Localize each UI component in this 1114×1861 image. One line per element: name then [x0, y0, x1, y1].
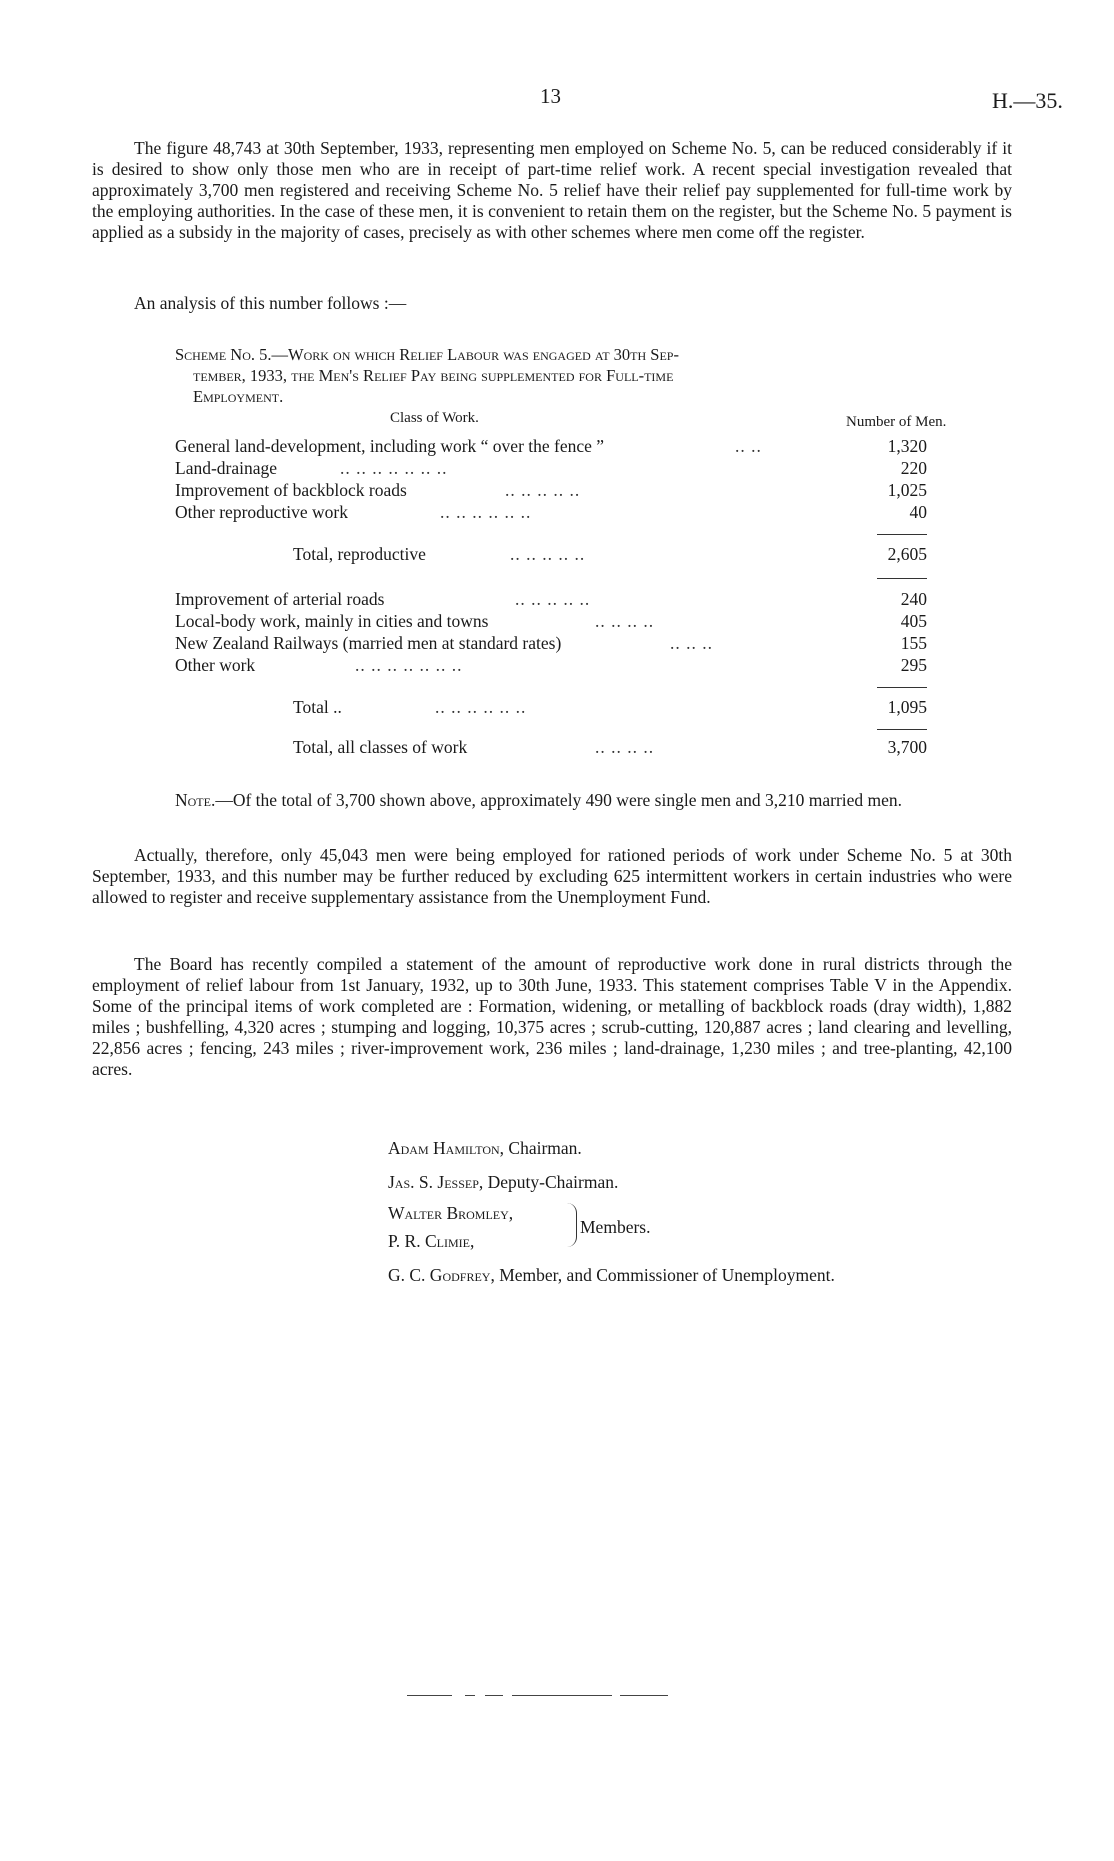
document-code: H.—35. [992, 88, 1063, 113]
note-text: —Of the total of 3,700 shown above, approximately 490 were single men and 3,210 married men. [215, 790, 903, 810]
table-row [175, 655, 935, 677]
row-leader-dots: .. .. .. .. .. [505, 480, 581, 500]
paragraph-scheme-figure [92, 138, 1012, 243]
row-value: 240 [900, 589, 927, 609]
page-number: 13 [540, 84, 561, 108]
table-row [175, 502, 935, 524]
paragraph-text: The figure 48,743 at 30th September, 1933, representing men employed on Scheme No. 5, can be reduced considerably if it is desired to show only those men who are in receipt of part-time relief work. A recent special investigation revealed that approximately 3,700 men registered and receiving Scheme No. 5 relief have their relief pay supplemented for full-time work by the employing authorities. In the case of these men, it is convenient to retain them on the register, but the Scheme No. 5 payment is applied as a subsidy in the majority of cases, precisely as with other schemes where men come off the register. [92, 138, 1012, 242]
row-label: Improvement of arterial roads [175, 589, 385, 609]
row-label: General land-development, including work “ over the fence ” [175, 436, 605, 456]
row-value: 2,605 [887, 544, 927, 564]
row-label: Other work [175, 655, 256, 675]
table-row [175, 611, 935, 633]
row-leader-dots: .. .. .. .. .. .. [435, 697, 527, 717]
row-value: 1,025 [887, 480, 927, 500]
row-value: 1,320 [887, 436, 927, 456]
members-brace [564, 1203, 577, 1247]
row-leader-dots: .. .. .. .. .. .. .. [340, 458, 448, 478]
paragraph-actual-employed [92, 845, 1012, 908]
row-value: 220 [900, 458, 927, 478]
row-leader-dots: .. .. .. .. .. [515, 589, 591, 609]
row-leader-dots: .. .. .. [670, 633, 713, 653]
table-row [175, 436, 935, 458]
row-label: New Zealand Railways (married men at standard rates) [175, 633, 562, 653]
row-label: Land-drainage [175, 458, 278, 478]
signature-chairman [388, 1138, 582, 1159]
signature-member-bromley [388, 1203, 513, 1224]
signature-commissioner [388, 1265, 835, 1286]
row-value: 295 [900, 655, 927, 675]
row-value: 155 [900, 633, 927, 653]
row-value: 1,095 [887, 697, 927, 717]
paragraph-text: The Board has recently compiled a statement of the amount of reproductive work done in rural districts through the employment of relief labour from 1st January, 1932, up to 30th June, 1933. This statement comprises Table V in the Appendix. Some of the principal items of work completed are : Formation, widening, or metalling of backblock roads (dray width), 1,882 miles ; bushfelling, 4,320 acres ; stumping and logging, 10,375 acres ; scrub-cutting, 120,887 acres ; land clearing and levelling, 22,856 acres ; fencing, 243 miles ; river-improvement work, 236 miles ; land-drainage, 1,230 miles ; and tree-planting, 42,100 acres. [92, 954, 1012, 1079]
row-leader-dots: .. .. .. .. [595, 611, 655, 631]
row-label: Local-body work, mainly in cities and towns [175, 611, 489, 631]
subtotal-rule [877, 534, 927, 535]
table-row [175, 589, 935, 611]
column-header-number: Number of Men. [846, 414, 947, 430]
table-row [175, 458, 935, 480]
signatory-name: Jas. S. Jessep, [388, 1172, 484, 1192]
footer-rule [407, 1695, 452, 1696]
signatory-name: P. R. Climie, [388, 1231, 475, 1251]
subtotal-rule [877, 687, 927, 688]
members-label: Members. [580, 1217, 651, 1237]
subtotal-rule [877, 578, 927, 579]
footer-rule [512, 1695, 612, 1696]
row-value: 405 [900, 611, 927, 631]
row-leader-dots: .. .. .. .. .. .. .. [355, 655, 463, 675]
row-leader-dots: .. .. .. .. .. [510, 544, 586, 564]
signatory-name: Adam Hamilton, [388, 1138, 505, 1158]
signatory-name: G. C. Godfrey, [388, 1265, 495, 1285]
paragraph-analysis-intro: An analysis of this number follows :— [134, 293, 407, 313]
subtotal-rule [877, 729, 927, 730]
table-caption [175, 344, 935, 407]
row-leader-dots: .. .. .. .. [595, 737, 655, 757]
caption-line: Employment. [193, 387, 284, 406]
table-row-grand-total [175, 737, 935, 759]
row-value: 3,700 [887, 737, 927, 757]
table-row-subtotal [175, 697, 935, 719]
signatory-role: Chairman. [508, 1138, 582, 1158]
footer-rule [465, 1695, 475, 1696]
caption-line: Scheme No. 5.—Work on which Relief Labour was engaged at 30th Sep- [175, 345, 679, 364]
signature-deputy-chairman [388, 1172, 618, 1193]
signatory-name: Walter Bromley, [388, 1203, 514, 1223]
row-value: 40 [909, 502, 927, 522]
signatory-role: Member, and Commissioner of Unemployment. [499, 1265, 835, 1285]
paragraph-reproductive-work [92, 954, 1012, 1080]
note-lead: Note. [175, 790, 216, 810]
table-row [175, 633, 935, 655]
paragraph-text: Actually, therefore, only 45,043 men were being employed for rationed periods of work under Scheme No. 5 at 30th September, 1933, and this number may be further reduced by excluding 625 intermittent workers in certain industries who were allowed to register and receive supplementary assistance from the Unemployment Fund. [92, 845, 1012, 907]
row-label: Total .. [293, 697, 342, 717]
row-label: Total, reproductive [293, 544, 426, 564]
row-label: Other reproductive work [175, 502, 348, 522]
footer-rule [485, 1695, 503, 1696]
signature-member-climie [388, 1231, 474, 1252]
signatory-role: Deputy-Chairman. [487, 1172, 619, 1192]
row-leader-dots: .. .. [735, 436, 762, 456]
footer-rule [620, 1695, 668, 1696]
row-leader-dots: .. .. .. .. .. .. [440, 502, 532, 522]
column-header-class: Class of Work. [390, 410, 479, 426]
caption-line: tember, 1933, the Men's Relief Pay being supplemented for Full-time [193, 366, 674, 385]
row-label: Total, all classes of work [293, 737, 468, 757]
row-label: Improvement of backblock roads [175, 480, 407, 500]
table-note [175, 790, 935, 811]
table-row-subtotal [175, 544, 935, 566]
table-row [175, 480, 935, 502]
